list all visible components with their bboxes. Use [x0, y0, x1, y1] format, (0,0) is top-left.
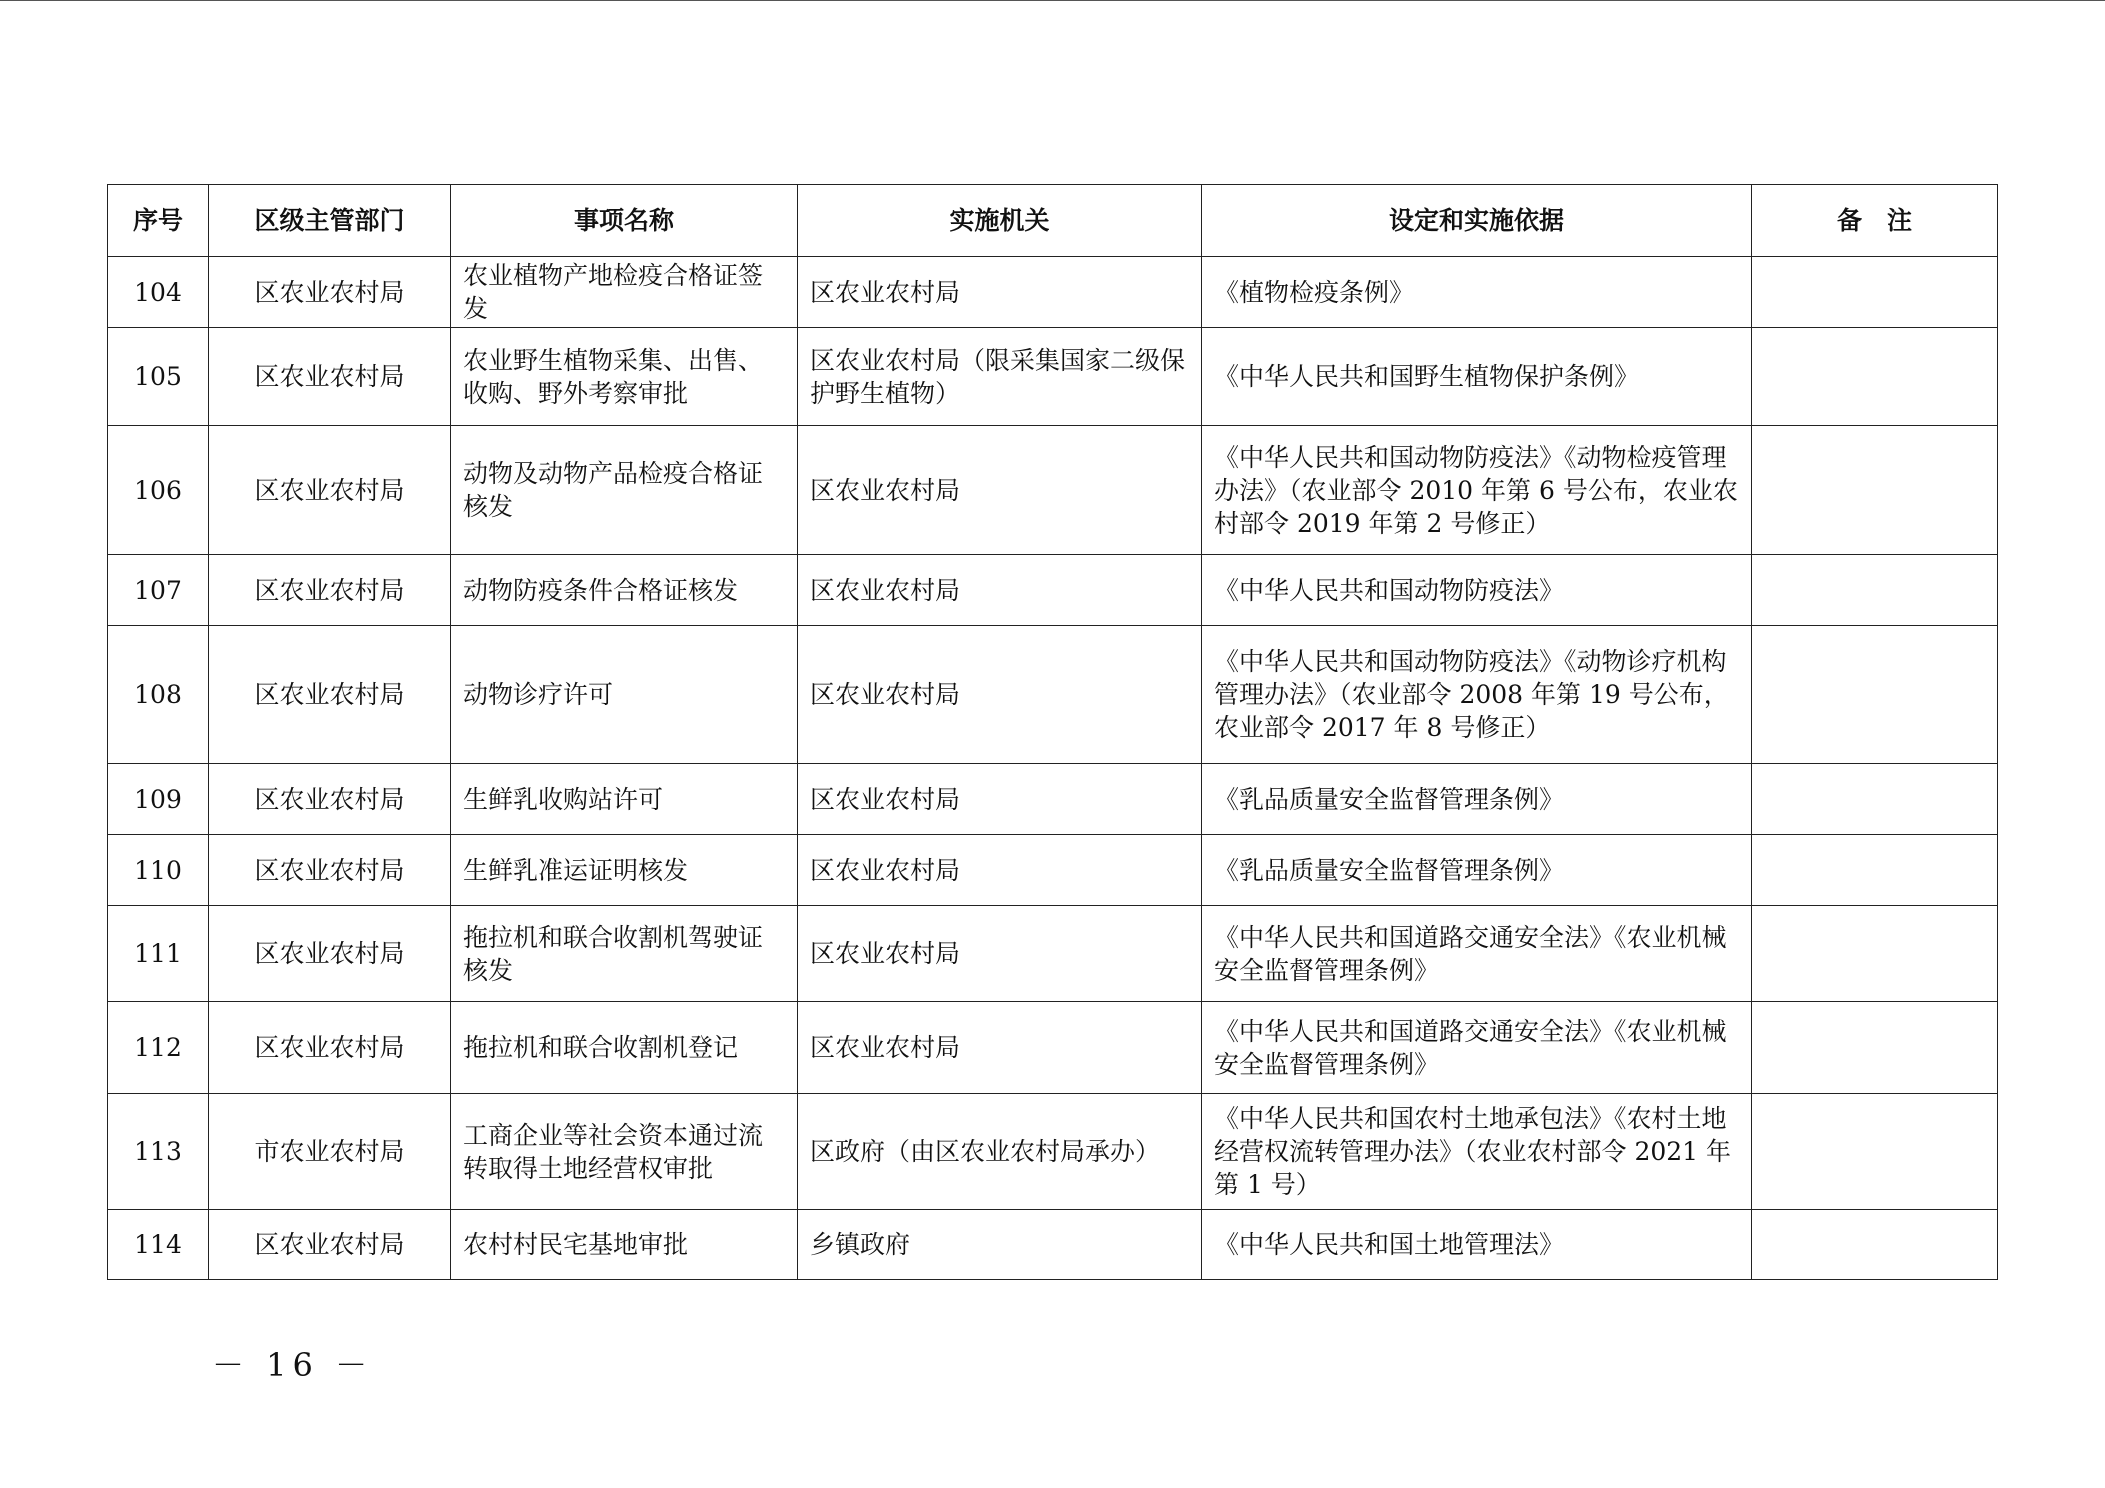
table-row [108, 626, 1998, 764]
top-rule [0, 0, 2105, 1]
cell-seq: 104 [108, 257, 209, 328]
cell-remark [1752, 257, 1998, 328]
cell-authority: 区农业农村局 [798, 835, 1202, 906]
header-dept: 区级主管部门 [209, 185, 451, 257]
cell-dept: 区农业农村局 [209, 257, 451, 328]
cell-item: 动物防疫条件合格证核发 [451, 555, 798, 626]
table-row [108, 1210, 1998, 1280]
cell-authority: 区农业农村局 [798, 906, 1202, 1002]
header-remark: 备 注 [1752, 185, 1998, 257]
cell-basis: 《中华人民共和国野生植物保护条例》 [1202, 328, 1752, 426]
cell-item: 拖拉机和联合收割机登记 [451, 1002, 798, 1094]
table-row [108, 257, 1998, 328]
cell-remark [1752, 906, 1998, 1002]
cell-item: 动物及动物产品检疫合格证核发 [451, 426, 798, 555]
cell-remark [1752, 1094, 1998, 1210]
cell-seq: 110 [108, 835, 209, 906]
cell-basis: 《中华人民共和国动物防疫法》《动物检疫管理办法》（农业部令 2010 年第 6 号公布，农业农村部令 2019 年第 2 号修正） [1202, 426, 1752, 555]
cell-item: 生鲜乳准运证明核发 [451, 835, 798, 906]
cell-dept: 区农业农村局 [209, 1210, 451, 1280]
cell-dept: 区农业农村局 [209, 835, 451, 906]
cell-authority: 乡镇政府 [798, 1210, 1202, 1280]
cell-basis: 《中华人民共和国道路交通安全法》《农业机械安全监督管理条例》 [1202, 906, 1752, 1002]
cell-seq: 112 [108, 1002, 209, 1094]
header-item: 事项名称 [451, 185, 798, 257]
cell-item: 工商企业等社会资本通过流转取得土地经营权审批 [451, 1094, 798, 1210]
cell-dept: 区农业农村局 [209, 426, 451, 555]
cell-basis: 《植物检疫条例》 [1202, 257, 1752, 328]
cell-item: 生鲜乳收购站许可 [451, 764, 798, 835]
cell-seq: 111 [108, 906, 209, 1002]
cell-remark [1752, 1210, 1998, 1280]
cell-seq: 106 [108, 426, 209, 555]
cell-basis: 《中华人民共和国道路交通安全法》《农业机械安全监督管理条例》 [1202, 1002, 1752, 1094]
cell-seq: 108 [108, 626, 209, 764]
table-row [108, 555, 1998, 626]
cell-remark [1752, 764, 1998, 835]
table-row [108, 1002, 1998, 1094]
cell-authority: 区农业农村局 [798, 426, 1202, 555]
cell-remark [1752, 328, 1998, 426]
cell-item: 拖拉机和联合收割机驾驶证核发 [451, 906, 798, 1002]
cell-dept: 区农业农村局 [209, 764, 451, 835]
cell-item: 农业野生植物采集、出售、收购、野外考察审批 [451, 328, 798, 426]
cell-authority: 区政府（由区农业农村局承办） [798, 1094, 1202, 1210]
items-table [107, 184, 1998, 1280]
cell-basis: 《中华人民共和国土地管理法》 [1202, 1210, 1752, 1280]
header-seq: 序号 [108, 185, 209, 257]
cell-remark [1752, 1002, 1998, 1094]
cell-item: 农村村民宅基地审批 [451, 1210, 798, 1280]
cell-basis: 《中华人民共和国动物防疫法》《动物诊疗机构管理办法》（农业部令 2008 年第 19 号公布，农业部令 2017 年 8 号修正） [1202, 626, 1752, 764]
table-row [108, 426, 1998, 555]
cell-dept: 区农业农村局 [209, 328, 451, 426]
table-row [108, 1094, 1998, 1210]
header-basis: 设定和实施依据 [1202, 185, 1752, 257]
cell-basis: 《中华人民共和国农村土地承包法》《农村土地经营权流转管理办法》（农业农村部令 2021 年第 1 号） [1202, 1094, 1752, 1210]
cell-seq: 114 [108, 1210, 209, 1280]
cell-remark [1752, 426, 1998, 555]
table-row [108, 764, 1998, 835]
cell-seq: 105 [108, 328, 209, 426]
cell-basis: 《中华人民共和国动物防疫法》 [1202, 555, 1752, 626]
table-row [108, 328, 1998, 426]
cell-dept: 区农业农村局 [209, 906, 451, 1002]
cell-dept: 区农业农村局 [209, 626, 451, 764]
table-row [108, 906, 1998, 1002]
cell-authority: 区农业农村局 [798, 764, 1202, 835]
cell-dept: 区农业农村局 [209, 1002, 451, 1094]
cell-authority: 区农业农村局 [798, 555, 1202, 626]
cell-basis: 《乳品质量安全监督管理条例》 [1202, 764, 1752, 835]
cell-remark [1752, 626, 1998, 764]
page-number: － 16 － [212, 1346, 374, 1384]
cell-remark [1752, 555, 1998, 626]
cell-dept: 区农业农村局 [209, 555, 451, 626]
cell-item: 动物诊疗许可 [451, 626, 798, 764]
header-authority: 实施机关 [798, 185, 1202, 257]
cell-authority: 区农业农村局 [798, 626, 1202, 764]
cell-seq: 109 [108, 764, 209, 835]
cell-item: 农业植物产地检疫合格证签发 [451, 257, 798, 328]
cell-authority: 区农业农村局（限采集国家二级保护野生植物） [798, 328, 1202, 426]
table-row [108, 835, 1998, 906]
cell-authority: 区农业农村局 [798, 1002, 1202, 1094]
cell-seq: 107 [108, 555, 209, 626]
cell-authority: 区农业农村局 [798, 257, 1202, 328]
header-row [108, 185, 1998, 257]
cell-seq: 113 [108, 1094, 209, 1210]
cell-basis: 《乳品质量安全监督管理条例》 [1202, 835, 1752, 906]
cell-dept: 市农业农村局 [209, 1094, 451, 1210]
cell-remark [1752, 835, 1998, 906]
